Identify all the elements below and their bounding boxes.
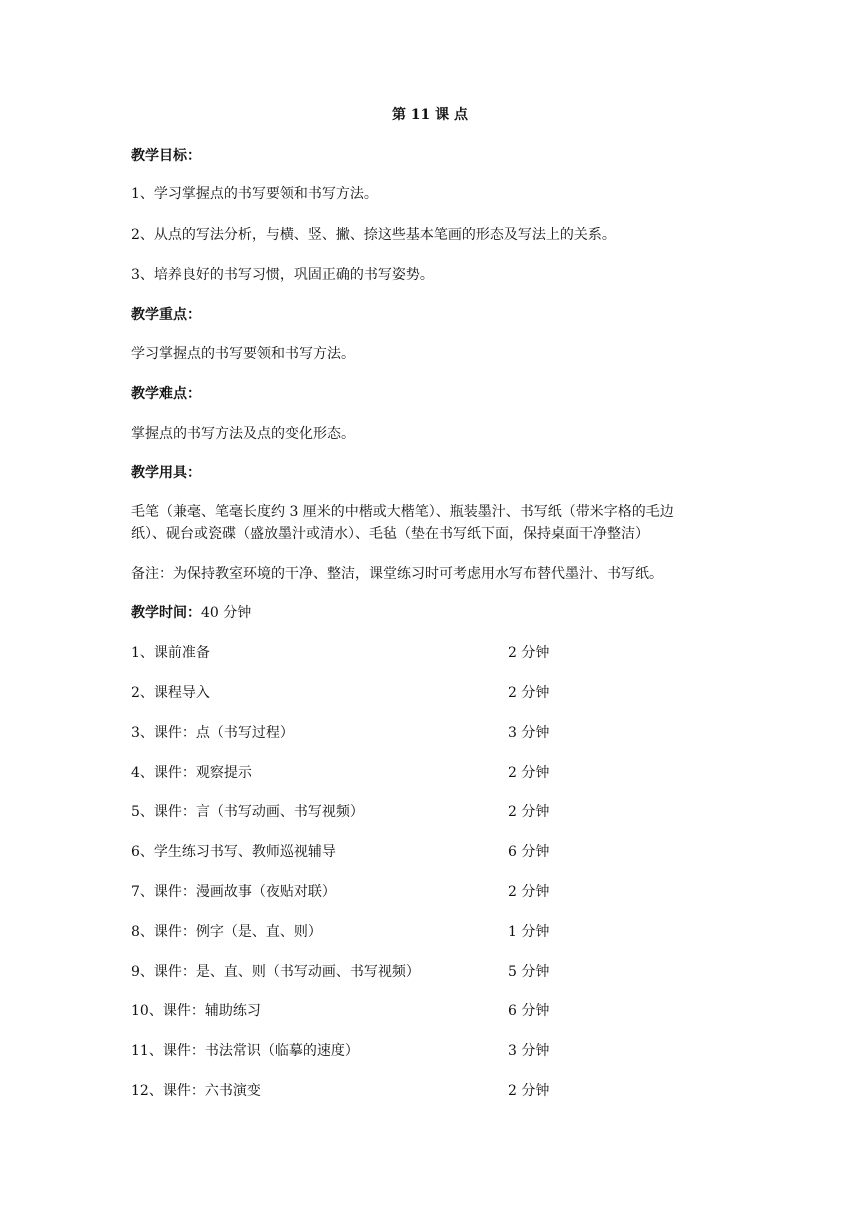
schedule-row [131,1041,631,1061]
schedule-item: 8、课件：例字（是、直、则） [131,924,322,940]
objective-item: 3、培养良好的书写习惯，巩固正确的书写姿势。 [131,267,434,283]
schedule-row [131,763,631,783]
schedule-duration: 2 分钟 [508,645,550,661]
schedule-row [131,842,631,862]
key-points-heading: 教学重点： [131,307,201,323]
schedule-duration: 6 分钟 [508,844,550,860]
tools-text-line: 毛笔（兼毫、笔毫长度约 3 厘米的中楷或大楷笔）、瓶装墨汁、书写纸（带米字格的毛边 [131,504,674,520]
schedule-duration: 3 分钟 [508,1043,550,1059]
schedule-item: 10、课件：辅助练习 [131,1003,261,1019]
schedule-duration: 2 分钟 [508,804,550,820]
schedule-row [131,643,631,663]
schedule-row [131,802,631,822]
schedule-row [131,962,631,982]
schedule-duration: 2 分钟 [508,685,550,701]
schedule-item: 3、课件：点（书写过程） [131,725,294,741]
schedule-row [131,723,631,743]
schedule-duration: 5 分钟 [508,964,550,980]
schedule-item: 2、课程导入 [131,685,210,701]
schedule-duration: 2 分钟 [508,765,550,781]
schedule-item: 1、课前准备 [131,645,210,661]
schedule-duration: 1 分钟 [508,924,550,940]
schedule-duration: 6 分钟 [508,1003,550,1019]
schedule-item: 9、课件：是、直、则（书写动画、书写视频） [131,964,420,980]
difficulties-heading: 教学难点： [131,386,201,402]
difficulties-text: 掌握点的书写方法及点的变化形态。 [131,426,355,442]
note-text: 备注：为保持教室环境的干净、整洁，课堂练习时可考虑用水写布替代墨汁、书写纸。 [131,566,663,582]
schedule-item: 4、课件：观察提示 [131,765,252,781]
key-points-text: 学习掌握点的书写要领和书写方法。 [131,346,355,362]
schedule-duration: 3 分钟 [508,725,550,741]
objective-item: 1、学习掌握点的书写要领和书写方法。 [131,186,378,202]
schedule-row [131,882,631,902]
schedule-row [131,1001,631,1021]
objective-item: 2、从点的写法分析，与横、竖、撇、捺这些基本笔画的形态及写法上的关系。 [131,227,616,243]
schedule-item: 6、学生练习书写、教师巡视辅导 [131,844,336,860]
schedule-duration: 2 分钟 [508,884,550,900]
schedule-item: 12、课件：六书演变 [131,1083,261,1099]
schedule-duration: 2 分钟 [508,1083,550,1099]
time-value: 40 分钟 [201,605,252,621]
schedule-row [131,683,631,703]
lesson-title: 第 11 课 点 [391,107,469,123]
schedule-row [131,1081,631,1101]
objectives-heading: 教学目标： [131,148,201,164]
time-heading: 教学时间： [131,605,201,621]
time-line [131,603,251,623]
schedule-row [131,922,631,942]
schedule-item: 5、课件：言（书写动画、书写视频） [131,804,364,820]
schedule-item: 11、课件：书法常识（临摹的速度） [131,1043,359,1059]
tools-text-line: 纸）、砚台或瓷碟（盛放墨汁或清水）、毛毡（垫在书写纸下面，保持桌面干净整洁） [131,526,649,542]
tools-heading: 教学用具： [131,465,201,481]
schedule-item: 7、课件：漫画故事（夜贴对联） [131,884,336,900]
